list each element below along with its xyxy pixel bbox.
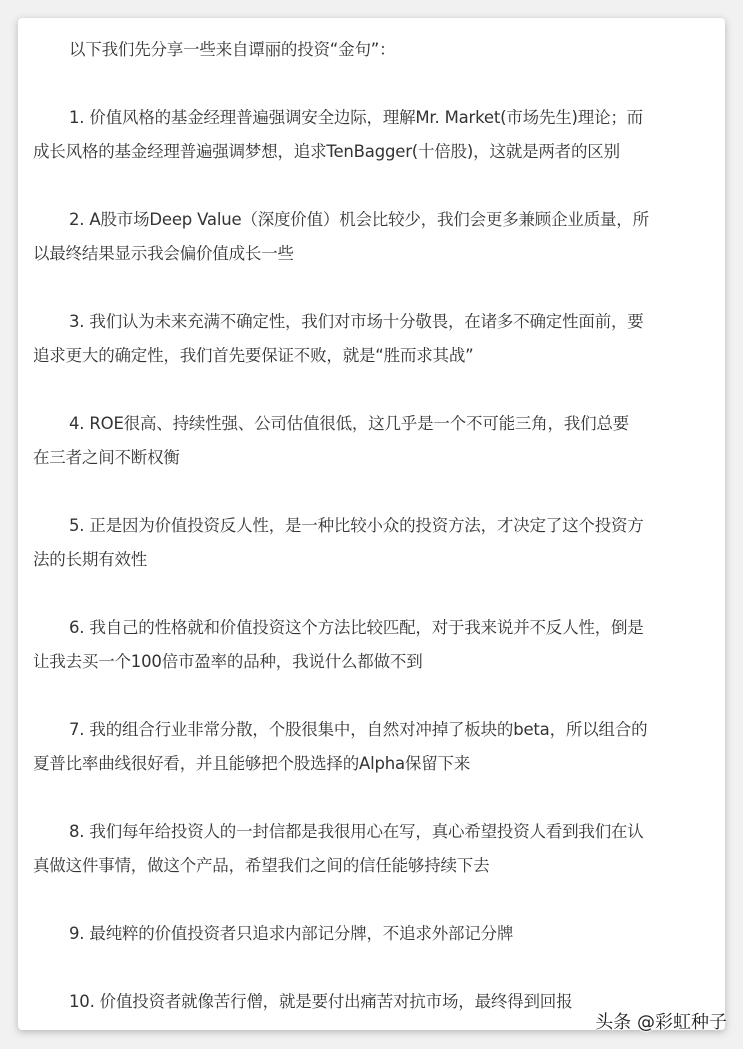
quote-line: 3. 我们认为未来充满不确定性，我们对市场十分敬畏，在诸多不确定性面前，要 (69, 312, 644, 331)
quote-item (33, 509, 708, 577)
quote-line: 法的长期有效性 (33, 550, 148, 569)
intro-text: 以下我们先分享一些来自谭丽的投资“金句”： (69, 40, 396, 59)
quote-item (33, 611, 708, 679)
quote-item (33, 305, 708, 373)
quote-line: 真做这件事情，做这个产品，希望我们之间的信任能够持续下去 (33, 856, 490, 875)
quote-item (33, 407, 708, 475)
quote-line: 8. 我们每年给投资人的一封信都是我很用心在写，真心希望投资人看到我们在认 (69, 822, 644, 841)
quote-line: 9. 最纯粹的价值投资者只追求内部记分牌，不追求外部记分牌 (69, 924, 514, 943)
quote-line: 7. 我的组合行业非常分散，个股很集中，自然对冲掉了板块的beta，所以组合的 (69, 720, 648, 739)
quote-item (33, 815, 708, 883)
quote-line: 1. 价值风格的基金经理普遍强调安全边际，理解Mr. Market(市场先生)理论；而 (69, 108, 643, 127)
quote-line: 6. 我自己的性格就和价值投资这个方法比较匹配，对于我来说并不反人性，倒是 (69, 618, 644, 637)
quote-item (33, 917, 708, 951)
quote-line: 以最终结果显示我会偏价值成长一些 (33, 244, 294, 263)
quote-line: 在三者之间不断权衡 (33, 448, 180, 467)
quote-line: 2. A股市场Deep Value（深度价值）机会比较少，我们会更多兼顾企业质量，所 (69, 210, 649, 229)
quote-line: 成长风格的基金经理普遍强调梦想，追求TenBagger(十倍股)，这就是两者的区别 (33, 142, 620, 161)
quote-line: 让我去买一个100倍市盈率的品种，我说什么都做不到 (33, 652, 423, 671)
quote-line: 夏普比率曲线很好看，并且能够把个股选择的Alpha保留下来 (33, 754, 471, 773)
quote-line: 5. 正是因为价值投资反人性，是一种比较小众的投资方法，才决定了这个投资方 (69, 516, 644, 535)
quote-item (33, 101, 708, 169)
quote-line: 10. 价值投资者就像苦行僧，就是要付出痛苦对抗市场，最终得到回报 (69, 992, 573, 1011)
article-body (33, 33, 708, 1030)
article-card (18, 18, 725, 1030)
watermark: 头条 @彩虹种子 (595, 1012, 727, 1033)
quote-line: 4. ROE很高、持续性强、公司估值很低，这几乎是一个不可能三角，我们总要 (69, 414, 629, 433)
quote-item (33, 203, 708, 271)
quote-item (33, 713, 708, 781)
quote-list (33, 101, 708, 1019)
intro-paragraph (33, 33, 708, 67)
quote-line: 追求更大的确定性，我们首先要保证不败，就是“胜而求其战” (33, 346, 474, 365)
